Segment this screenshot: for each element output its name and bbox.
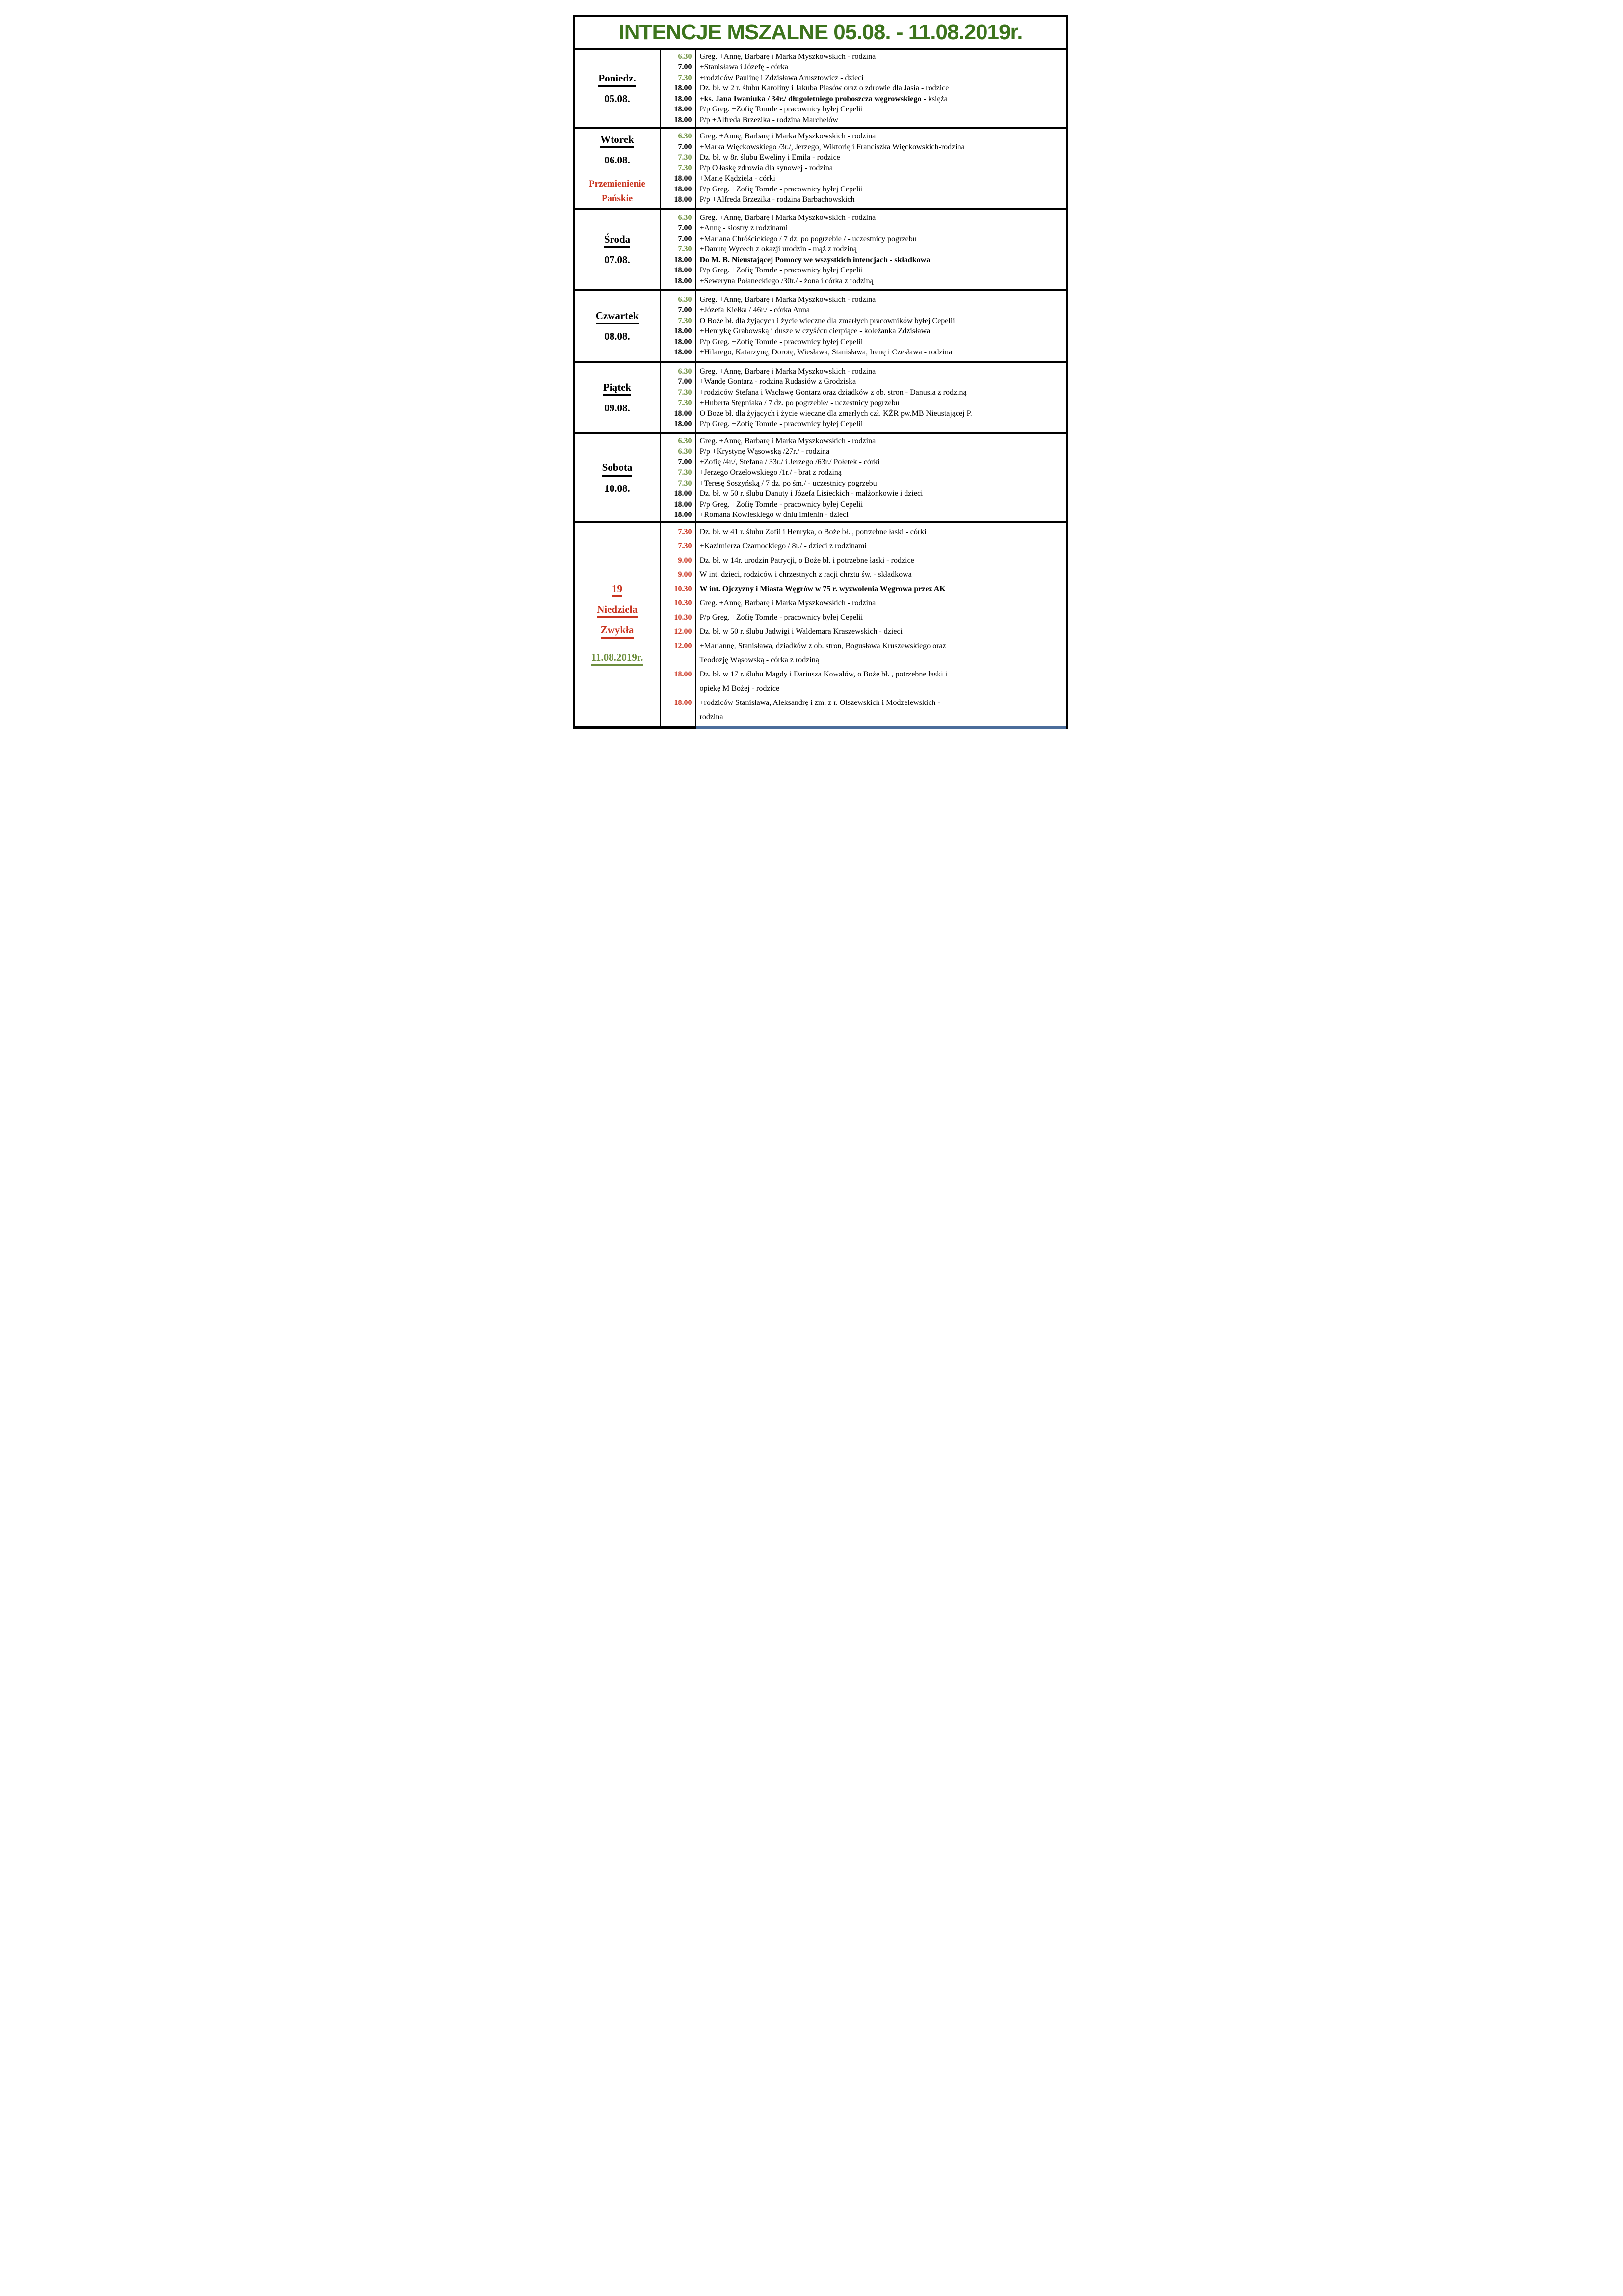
- intention-text: P/p Greg. +Zofię Tomrle - pracownicy byłej Cepelii: [699, 266, 863, 275]
- mass-time: 18.00: [674, 337, 692, 346]
- day-label-cell: [575, 129, 661, 208]
- intention-text: P/p +Alfreda Brzezika - rodzina Barbachowskich: [699, 195, 855, 204]
- mass-time: 10.30: [674, 599, 692, 607]
- intention-line: [700, 667, 1064, 681]
- intention-line: [700, 696, 1064, 710]
- intention-text: W int. dzieci, rodziców i chrzestnych z racji chrztu św. - składkowa: [699, 570, 912, 579]
- intention-line: [700, 244, 1064, 255]
- intention-text: +Wandę Gontarz - rodzina Rudasiów z Grodziska: [699, 378, 856, 386]
- intention-line: [700, 488, 1064, 499]
- intention-line: [700, 223, 1064, 234]
- day-name: [602, 461, 633, 476]
- day-label-text: 07.08.: [604, 254, 630, 266]
- mass-time: 18.00: [674, 489, 692, 498]
- mass-time: 18.00: [674, 255, 692, 264]
- intention-line: [700, 295, 1064, 305]
- intention-line: [700, 681, 1064, 696]
- mass-time: 6.30: [678, 295, 692, 304]
- day-feast-line: [589, 179, 645, 189]
- intention-line: [700, 142, 1064, 153]
- mass-time: 7.30: [678, 163, 692, 172]
- day-label-text: 10.08.: [604, 482, 630, 494]
- intention-text: P/p O łaskę zdrowia dla synowej - rodzina: [699, 163, 833, 172]
- day-date: [604, 330, 630, 342]
- intention-text: Dz. bł. w 50 r. ślubu Danuty i Józefa Lisieckich - małżonkowie i dzieci: [699, 489, 923, 498]
- day-row: [575, 291, 1066, 363]
- day-label-cell: [575, 523, 661, 726]
- page-title: INTENCJE MSZALNE 05.08. - 11.08.2019r.: [618, 20, 1023, 44]
- mass-time: 7.00: [678, 234, 692, 243]
- mass-time: 18.00: [674, 409, 692, 418]
- intention-text: +Józefa Kiełka / 46r./ - córka Anna: [699, 306, 810, 314]
- mass-time: 6.30: [678, 213, 692, 222]
- intention-line: [700, 94, 1064, 105]
- mass-time: 18.00: [674, 174, 692, 183]
- intention-line: [700, 436, 1064, 447]
- day-row: [575, 523, 1066, 726]
- day-name: [612, 583, 622, 597]
- time-column: [661, 210, 696, 289]
- mass-time: 7.30: [678, 153, 692, 162]
- intention-text: +Zofię /4r./, Stefana / 33r./ i Jerzego /63r./ Połetek - córki: [699, 458, 880, 466]
- mass-time: 7.30: [678, 316, 692, 325]
- time-column: [661, 523, 696, 726]
- intention-text: Dz. bł. w 8r. ślubu Eweliny i Emila - rodzice: [699, 153, 840, 162]
- day-label-text: Piątek: [603, 381, 631, 396]
- day-label-text: 08.08.: [604, 330, 630, 342]
- intention-line: [700, 52, 1064, 62]
- day-label-text: 19: [612, 583, 622, 597]
- intention-bold-text: Do M. B. Nieustającej Pomocy we wszystkich intencjach - składkowa: [699, 255, 931, 264]
- intention-line: [700, 710, 1064, 724]
- day-row: [575, 363, 1066, 434]
- intention-text: O Boże bł. dla żyjących i życie wieczne dla zmarłych czł. KŻR pw.MB Nieustającej P.: [699, 409, 972, 418]
- intention-line: [700, 467, 1064, 478]
- mass-time: 7.30: [678, 528, 692, 536]
- mass-time: 7.30: [678, 542, 692, 550]
- day-label-text: 11.08.2019r.: [591, 651, 643, 666]
- intention-line: [700, 62, 1064, 73]
- time-column: [661, 363, 696, 432]
- intention-line: [700, 582, 1064, 596]
- day-label-text: Środa: [604, 233, 630, 248]
- mass-time: 7.30: [678, 399, 692, 407]
- day-label-cell: [575, 291, 661, 361]
- day-label-cell: [575, 50, 661, 127]
- intention-line: [700, 265, 1064, 276]
- intention-line: [700, 596, 1064, 610]
- day-label-text: 05.08.: [604, 93, 630, 105]
- intention-line: [700, 446, 1064, 457]
- intention-text: +rodziców Stanisława, Aleksandrę i zm. z r. Olszewskich i Modzelewskich -: [699, 699, 940, 707]
- day-date: [591, 651, 643, 666]
- day-name: [604, 233, 630, 248]
- intention-line: [700, 83, 1064, 94]
- intention-line: [700, 73, 1064, 83]
- mass-time: 18.00: [674, 185, 692, 193]
- mass-time: 18.00: [674, 195, 692, 204]
- intention-text: Dz. bł. w 41 r. ślubu Zofii i Henryka, o Boże bł. , potrzebne łaski - córki: [699, 528, 927, 536]
- intention-line: [700, 387, 1064, 398]
- intention-text: +rodziców Paulinę i Zdzisława Arusztowicz - dzieci: [699, 73, 864, 82]
- intention-line: [700, 478, 1064, 489]
- mass-time-filler: [661, 710, 692, 724]
- intention-text: Greg. +Annę, Barbarę i Marka Myszkowskich - rodzina: [699, 436, 876, 445]
- mass-time: 9.00: [678, 570, 692, 579]
- mass-time: 18.00: [674, 500, 692, 509]
- intention-text: +Mariannę, Stanisława, dziadków z ob. stron, Bogusława Kruszewskiego oraz: [699, 642, 946, 650]
- intention-line: [700, 377, 1064, 387]
- intention-text: +Romana Kowieskiego w dniu imienin - dzieci: [699, 511, 849, 519]
- mass-time: 18.00: [674, 420, 692, 428]
- text-column: [696, 129, 1066, 208]
- day-row: [575, 50, 1066, 129]
- intention-text: +Mariana Chróścickiego / 7 dz. po pogrzebie / - uczestnicy pogrzebu: [699, 234, 917, 243]
- intention-line: [700, 255, 1064, 266]
- intention-line: [700, 408, 1064, 419]
- day-label-cell: [575, 434, 661, 521]
- mass-time: 6.30: [678, 436, 692, 445]
- day-date: [604, 402, 630, 414]
- day-label-cell: [575, 363, 661, 432]
- schedule-body: [575, 50, 1066, 726]
- mass-time: 7.00: [678, 63, 692, 72]
- mass-time: 7.30: [678, 468, 692, 477]
- intention-line: [700, 499, 1064, 510]
- intention-text: Dz. bł. w 50 r. ślubu Jadwigi i Waldemara Kraszewskich - dzieci: [699, 627, 903, 636]
- intention-line: [700, 639, 1064, 653]
- intention-line: [700, 173, 1064, 184]
- intention-text: +Stanisława i Józefę - córka: [699, 63, 789, 72]
- mass-time: 18.00: [674, 94, 692, 103]
- intention-line: [700, 398, 1064, 408]
- intention-text: P/p Greg. +Zofię Tomrle - pracownicy byłej Cepelii: [699, 185, 863, 193]
- day-date: [604, 154, 630, 166]
- mass-time: 7.30: [678, 388, 692, 397]
- mass-time: 18.00: [674, 105, 692, 114]
- title-row: [575, 17, 1066, 50]
- intention-line: [700, 525, 1064, 539]
- mass-time: 10.30: [674, 613, 692, 621]
- intention-text: +Annę - siostry z rodzinami: [699, 224, 788, 233]
- mass-time: 7.00: [678, 224, 692, 233]
- time-column: [661, 291, 696, 361]
- day-date: [604, 483, 630, 494]
- intention-text: P/p Greg. +Zofię Tomrle - pracownicy byłej Cepelii: [699, 500, 863, 509]
- day-row: [575, 129, 1066, 210]
- intention-text: Greg. +Annę, Barbarę i Marka Myszkowskich - rodzina: [699, 132, 876, 141]
- intention-line: [700, 326, 1064, 337]
- intention-line: [700, 163, 1064, 174]
- intention-text: P/p +Alfreda Brzezika - rodzina Marchelów: [699, 115, 838, 124]
- intention-text: Dz. bł. w 17 r. ślubu Magdy i Dariusza Kowalów, o Boże bł. , potrzebne łaski i: [699, 670, 948, 678]
- intention-line: [700, 276, 1064, 287]
- day-label-text: 09.08.: [604, 402, 630, 414]
- mass-time: 9.00: [678, 556, 692, 565]
- intention-line: [700, 184, 1064, 195]
- intention-line: [700, 131, 1064, 142]
- scanned-schedule-page: [541, 0, 1082, 765]
- text-column: [696, 434, 1066, 521]
- intention-line: [700, 104, 1064, 115]
- intention-text: +Hilarego, Katarzynę, Dorotę, Wiesława, Stanisława, Irenę i Czesława - rodzina: [699, 348, 953, 356]
- intention-line: [700, 366, 1064, 377]
- intention-text: - księża: [921, 94, 948, 103]
- intention-line: [700, 457, 1064, 468]
- time-column: [661, 434, 696, 521]
- day-name: [600, 134, 634, 148]
- mass-time: 7.30: [678, 245, 692, 254]
- day-label-text: 06.08.: [604, 154, 630, 166]
- intention-line: [700, 337, 1064, 348]
- mass-time: 18.00: [674, 699, 692, 707]
- day-date: [601, 624, 634, 639]
- day-feast-line: [602, 193, 633, 204]
- intention-line: [700, 305, 1064, 316]
- intention-text: P/p Greg. +Zofię Tomrle - pracownicy byłej Cepelii: [699, 337, 863, 346]
- text-column: [696, 50, 1066, 127]
- time-column: [661, 129, 696, 208]
- day-date: [604, 93, 630, 105]
- day-label-cell: [575, 210, 661, 289]
- day-name: [603, 381, 631, 396]
- mass-time: 18.00: [674, 84, 692, 93]
- day-label-text: Przemienienie: [588, 178, 645, 189]
- day-label-text: Zwykła: [601, 624, 634, 639]
- day-date: [604, 254, 630, 266]
- day-label-text: Pańskie: [601, 193, 633, 204]
- intention-line: [700, 419, 1064, 430]
- bottom-border-bar: [575, 726, 1066, 729]
- intention-text: P/p +Krystynę Wąsowską /27r./ - rodzina: [699, 447, 830, 456]
- mass-time: 18.00: [674, 348, 692, 356]
- intention-text: Greg. +Annę, Barbarę i Marka Myszkowskich - rodzina: [699, 599, 876, 607]
- day-label-text: Wtorek: [600, 134, 634, 148]
- mass-time: 18.00: [674, 276, 692, 285]
- mass-time: 18.00: [674, 511, 692, 519]
- intention-line: [700, 152, 1064, 163]
- intention-text: +rodziców Stefana i Wacławę Gontarz oraz dziadków z ob. stron - Danusia z rodziną: [699, 388, 967, 397]
- intention-bold-text: W int. Ojczyzny i Miasta Węgrów w 75 r. wyzwolenia Węgrowa przez AK: [699, 585, 946, 593]
- day-label-text: Niedziela: [597, 603, 638, 618]
- intention-line: [700, 115, 1064, 126]
- day-label-text: Poniedz.: [598, 72, 636, 87]
- intention-text: Teodozję Wąsowską - córka z rodziną: [699, 656, 819, 664]
- intention-bold-text: +ks. Jana Iwaniuka / 34r./ długoletniego proboszcza węgrowskiego: [699, 94, 922, 103]
- intention-text: +Jerzego Orzełowskiego /1r./ - brat z rodziną: [699, 468, 842, 477]
- mass-time-filler: [661, 681, 692, 696]
- schedule-table: [573, 15, 1068, 729]
- mass-time: 10.30: [674, 585, 692, 593]
- intention-line: [700, 610, 1064, 624]
- intention-text: Dz. bł. w 2 r. ślubu Karoliny i Jakuba Plasów oraz o zdrowie dla Jasia - rodzice: [699, 84, 949, 93]
- mass-time: 6.30: [678, 52, 692, 61]
- text-column: [696, 210, 1066, 289]
- intention-text: +Marię Kądziela - córki: [699, 174, 775, 183]
- mass-time: 18.00: [674, 266, 692, 275]
- text-column: [696, 291, 1066, 361]
- intention-text: +Teresę Soszyńską / 7 dz. po śm./ - uczestnicy pogrzebu: [699, 479, 877, 487]
- intention-text: +Kazimierza Czarnockiego / 8r./ - dzieci z rodzinami: [699, 542, 867, 550]
- mass-time: 7.00: [678, 142, 692, 151]
- day-row: [575, 210, 1066, 291]
- intention-line: [700, 213, 1064, 223]
- intention-text: Dz. bł. w 14r. urodzin Patrycji, o Boże bł. i potrzebne łaski - rodzice: [699, 556, 914, 565]
- mass-time: 7.00: [678, 458, 692, 466]
- mass-time: 18.00: [674, 115, 692, 124]
- intention-text: Greg. +Annę, Barbarę i Marka Myszkowskich - rodzina: [699, 367, 876, 376]
- intention-line: [700, 316, 1064, 326]
- intention-text: +Danutę Wycech z okazji urodzin - mąż z rodziną: [699, 245, 857, 254]
- day-date: [597, 603, 638, 618]
- intention-line: [700, 567, 1064, 582]
- intention-text: +Marka Więckowskiego /3r./, Jerzego, Wiktorię i Franciszka Więckowskich-rodzina: [699, 142, 965, 151]
- intention-line: [700, 539, 1064, 553]
- mass-time: 6.30: [678, 367, 692, 376]
- intention-text: +Seweryna Połaneckiego /30r./ - żona i córka z rodziną: [699, 276, 874, 285]
- day-label-text: Czwartek: [596, 310, 639, 324]
- bottom-border-black-segment: [575, 726, 696, 729]
- intention-text: P/p Greg. +Zofię Tomrle - pracownicy byłej Cepelii: [699, 420, 863, 428]
- day-name: [596, 310, 639, 324]
- mass-time: 18.00: [674, 670, 692, 678]
- day-row: [575, 434, 1066, 523]
- intention-text: rodzina: [699, 713, 723, 721]
- mass-time: 7.30: [678, 479, 692, 487]
- intention-text: Greg. +Annę, Barbarę i Marka Myszkowskich - rodzina: [699, 213, 876, 222]
- mass-time: 7.30: [678, 73, 692, 82]
- mass-time: 12.00: [674, 627, 692, 636]
- intention-line: [700, 624, 1064, 639]
- mass-time: 6.30: [678, 447, 692, 456]
- time-column: [661, 50, 696, 127]
- text-column: [696, 523, 1066, 726]
- intention-line: [700, 653, 1064, 667]
- day-label-text: Sobota: [602, 461, 633, 476]
- bottom-border-blue-segment: [696, 726, 1066, 729]
- intention-line: [700, 510, 1064, 520]
- mass-time-filler: [661, 653, 692, 667]
- intention-text: Greg. +Annę, Barbarę i Marka Myszkowskich - rodzina: [699, 295, 876, 304]
- mass-time: 7.00: [678, 306, 692, 314]
- day-name: [598, 72, 636, 87]
- intention-text: opiekę M Bożej - rodzice: [699, 684, 780, 693]
- intention-text: +Huberta Stępniaka / 7 dz. po pogrzebie/ - uczestnicy pogrzebu: [699, 399, 900, 407]
- mass-time: 18.00: [674, 327, 692, 335]
- intention-line: [700, 347, 1064, 358]
- intention-text: +Henrykę Grabowską i dusze w czyśćcu cierpiące - koleżanka Zdzisława: [699, 327, 931, 335]
- mass-time: 6.30: [678, 132, 692, 141]
- intention-line: [700, 553, 1064, 567]
- mass-time: 12.00: [674, 642, 692, 650]
- text-column: [696, 363, 1066, 432]
- intention-text: P/p Greg. +Zofię Tomrle - pracownicy byłej Cepelii: [699, 613, 863, 621]
- intention-text: O Boże bł. dla żyjących i życie wieczne dla zmarłych pracowników byłej Cepelii: [699, 316, 955, 325]
- mass-time: 7.00: [678, 378, 692, 386]
- intention-line: [700, 194, 1064, 205]
- intention-line: [700, 234, 1064, 244]
- intention-text: Greg. +Annę, Barbarę i Marka Myszkowskich - rodzina: [699, 52, 876, 61]
- intention-text: P/p Greg. +Zofię Tomrle - pracownicy byłej Cepelii: [699, 105, 863, 114]
